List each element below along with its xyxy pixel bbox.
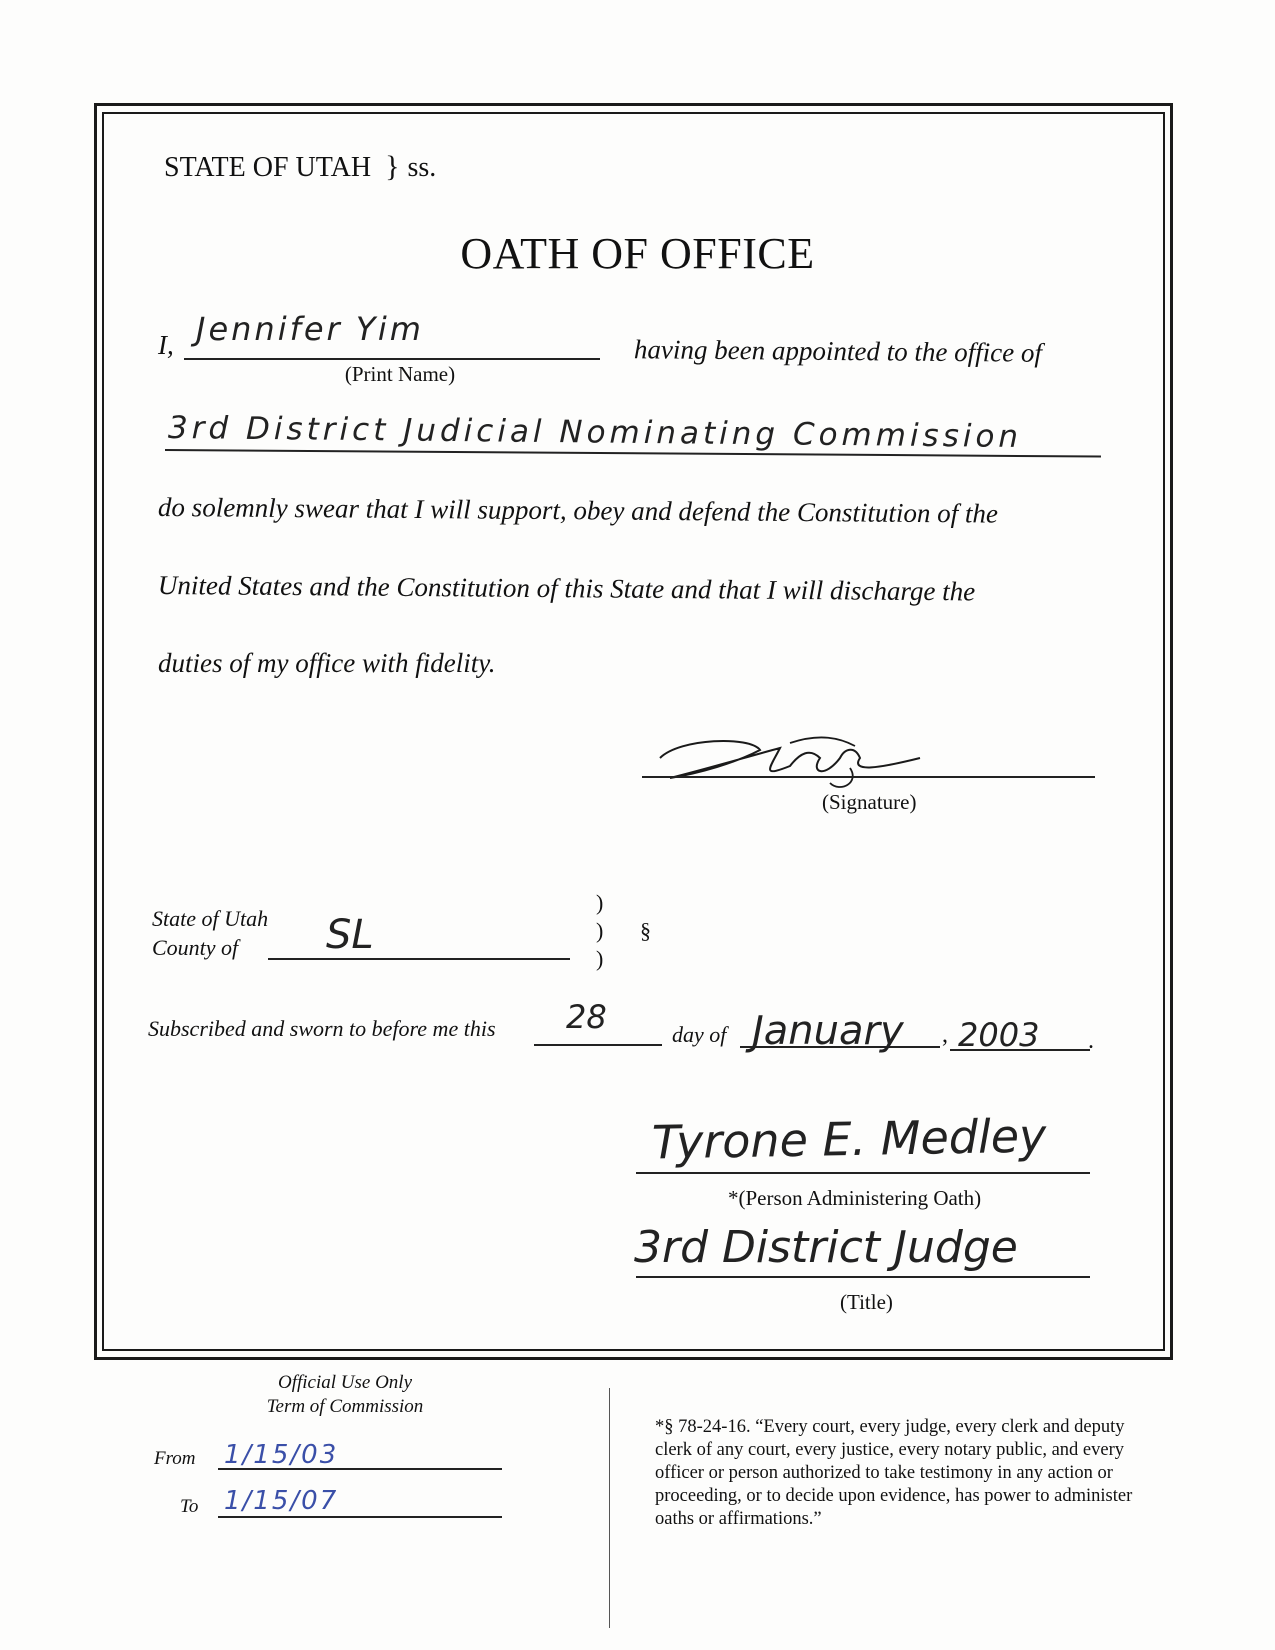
print-name-line xyxy=(184,358,600,360)
sworn-day-line xyxy=(534,1044,662,1046)
sworn-comma: , xyxy=(942,1022,948,1048)
sworn-period: . xyxy=(1088,1028,1094,1054)
document-title: OATH OF OFFICE xyxy=(460,229,815,278)
sworn-month-line xyxy=(740,1046,940,1048)
administrator-line xyxy=(636,1172,1090,1174)
signature-graphic xyxy=(640,728,930,798)
sworn-prefix: Subscribed and sworn to before me this xyxy=(148,1016,496,1041)
venue-state-label: State of Utah xyxy=(152,906,269,931)
signature-label: (Signature) xyxy=(822,790,917,814)
brace: } xyxy=(385,150,400,183)
inner-border xyxy=(102,112,1165,1351)
oath-line-2: United States and the Constitution of this State and that I will discharge the xyxy=(157,570,976,607)
venue-county-label: County of xyxy=(152,935,239,960)
sworn-year-value: 2003 xyxy=(958,1016,1040,1054)
signature-line xyxy=(642,776,1095,778)
county-value: SL xyxy=(326,912,374,958)
administrator-title-value: 3rd District Judge xyxy=(634,1222,1018,1273)
state-heading xyxy=(164,150,436,184)
administrator-title-label: (Title) xyxy=(840,1290,893,1314)
sworn-day-value: 28 xyxy=(566,998,607,1036)
state-name: STATE OF UTAH xyxy=(164,152,372,183)
to-line xyxy=(218,1516,502,1518)
administrator-signature: Tyrone E. Medley xyxy=(651,1108,1047,1170)
office-value: 3rd District Judicial Nominating Commission xyxy=(167,410,1023,455)
statute-footnote: *§ 78-24-16. “Every court, every judge, every clerk and deputy clerk of any court, every justice, every notary public, and every officer or person authorized to take testimony in any action or proceeding, or to decide upon evidence, has power to administer oaths or affirmations.” xyxy=(655,1417,1133,1529)
ss-label: ss. xyxy=(407,152,437,183)
administrator-label: *(Person Administering Oath) xyxy=(728,1186,982,1210)
official-use-heading: Official Use Only xyxy=(277,1372,413,1393)
print-name-label: (Print Name) xyxy=(344,362,456,386)
to-label: To xyxy=(180,1496,199,1517)
paren-1: ) xyxy=(596,890,604,915)
paren-2: ) xyxy=(596,918,604,943)
from-line xyxy=(218,1468,502,1470)
oath-line-3: duties of my office with fidelity. xyxy=(158,648,496,678)
term-of-commission-heading: Term of Commission xyxy=(266,1396,424,1417)
oath-line-1: do solemnly swear that I will support, obey and defend the Constitution of the xyxy=(157,492,999,529)
footer-divider xyxy=(609,1388,610,1628)
prefix-i: I, xyxy=(158,330,174,360)
from-label: From xyxy=(154,1448,196,1469)
print-name-value: Jennifer Yim xyxy=(196,310,424,348)
section-symbol: § xyxy=(640,918,651,943)
administrator-title-line xyxy=(636,1276,1090,1278)
from-value: 1/15/03 xyxy=(224,1440,339,1470)
sworn-month-value: January xyxy=(752,1008,904,1054)
sworn-day-of: day of xyxy=(672,1022,727,1047)
appointed-text: having been appointed to the office of xyxy=(633,334,1043,368)
county-line xyxy=(268,958,570,960)
sworn-year-line xyxy=(950,1049,1090,1051)
paren-3: ) xyxy=(596,946,604,971)
to-value: 1/15/07 xyxy=(224,1486,339,1516)
